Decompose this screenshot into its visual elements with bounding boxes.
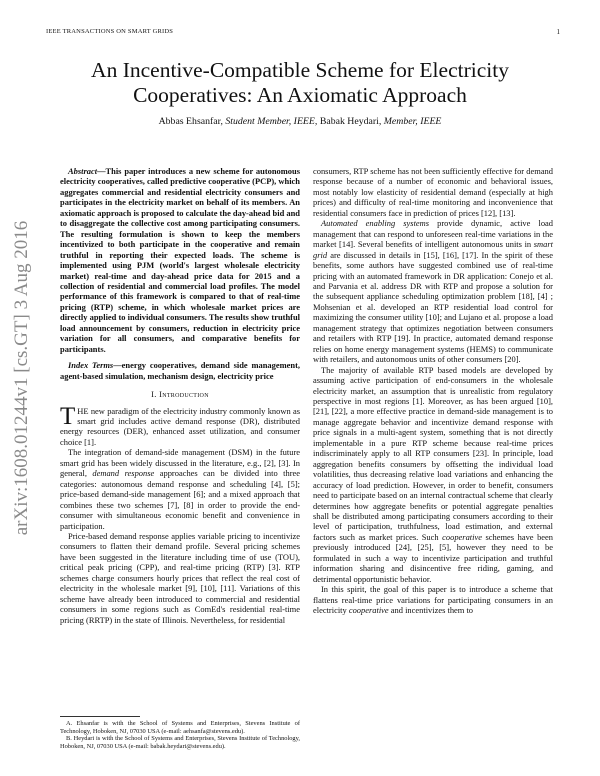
author-2-role: Member, IEEE xyxy=(383,116,442,127)
author-2-name: Babak Heydari, xyxy=(319,116,382,127)
right-paragraph-4 xyxy=(313,584,553,615)
page-number: 1 xyxy=(556,28,560,36)
drop-cap: T xyxy=(60,402,76,430)
right-paragraph-2-em: Automated enabling systems xyxy=(321,218,430,229)
intro-paragraph-2-b: approaches can be divided into three categories: autonomous demand response and scheduling [4], [5]; price-based demand-side management [6]; and a mixed approach that combines these two schemes [7], [8] in order to provide the end-consumer with simultaneous economic benefit and convenience in participation. xyxy=(60,468,300,531)
right-paragraph-3-a: The majority of available RTP based models are developed by assuming active participation of end-consumers in the wholesale electricity market, an assumption that is unrealistic from regulatory perspective in most regions [1]. Moreover, as has been argued [10], [21], [22], a more effective practice in demand-side management is to manage aggregate behavior and incentivize demand response with price signals in a multi-agent system, something that is not directly implementable in a pure RTP scheme because real-time prices indiscriminately apply to all RTP consumers [23]. In principle, load aggregation benefits consumers by offsetting the individual load volatilities, thus decreasing relative load variations and enhancing the accuracy of load prediction. However, in order to benefit, consumers need to participate based on an internal contractual scheme that clearly determines how aggregate benefits or potential aggregate penalties shall be distributed among participating consumers according to their level of participation, truthfulness, load estimation, and external factors such as market prices. Such xyxy=(313,364,553,542)
arxiv-stamp xyxy=(6,188,38,568)
footnote-2: B. Heydari is with the School of Systems and Enterprises, Stevens Institute of Technology, Hoboken, NJ, 07030 USA (e-mail: babak.heydari@stevens.edu). xyxy=(60,735,300,750)
footnotes xyxy=(60,716,300,750)
intro-paragraph-2-em: demand response xyxy=(92,468,155,479)
index-terms-text: —energy cooperatives, demand side management, agent-based simulation, mechanism design, electricity price xyxy=(60,360,300,381)
left-column xyxy=(60,166,300,625)
right-paragraph-2 xyxy=(313,218,553,364)
abstract-text: —This paper introduces a new scheme for autonomous electricity cooperatives, called predictive cooperative (PCP), which aggregates commercial and residential electricity consumers and participates in the electricity market on behalf of its members. An axiomatic approach is proposed to calculate the day-ahead bid and to disaggregate the collective cost among participating consumers. The resulting formulation is shown to keep the members incentivized to both participate in the cooperative and remain truthful in reporting their expected loads. The scheme is implemented using PJM (world's largest wholesale electricity market) real-time and day-ahead price data for 2015 and a collection of residential and commercial load profiles. The model performance of this framework is compared to that of real-time pricing (RTP) scheme, in which wholesale market prices are directly applied to individual consumers. The results show truthful load announcement by consumers, reduction in electricity price variation for all consumers, and comparative benefits for participants. xyxy=(60,166,300,354)
intro-paragraph-1-text: HE new paradigm of the electricity industry commonly known as smart grid includes active demand response (DR), distributed energy resources (DER), enhanced asset utilization, and consumer choice [1]. xyxy=(60,405,300,447)
right-paragraph-3 xyxy=(313,365,553,585)
right-paragraph-4-em: cooperative xyxy=(348,605,389,616)
paper-title xyxy=(40,58,560,108)
section-heading: I. Introduction xyxy=(151,389,209,400)
right-paragraph-4-a: In this spirit, the goal of this paper is to introduce a scheme that flattens real-time price variations for participating consumers in an electricity xyxy=(313,584,553,616)
right-paragraph-3-b: schemes have been previously introduced [24], [25], [5], however they need to be formulated in such a way to incentivize participation and truthful information sharing and disincentive free riding, gaming, and detrimental opportunistic behavior. xyxy=(313,531,553,584)
right-paragraph-2-em2: smart grid xyxy=(313,239,553,260)
author-line xyxy=(40,116,560,127)
right-paragraph-2-b: are discussed in details in [15], [16], [17]. In the spirit of these benefits, some authors have suggested combined use of real-time pricing with an automated framework in DR application: Conejo et al. and Parvania et al. address DR with RTP and propose a solution for the subsequent appliance scheduling optimization problem [18], [4] ; Mohsenian et al. developed an RTP residential load control for maximizing the consumer utility [10]; and Lujano et al. propose a load management strategy that optimizes negotiation between consumers and retailers with RTP [19]. In practice, automated demand response relies on home energy management systems (HEMS) to communicate with retailers, and autonomous units of other consumers [20]. xyxy=(313,249,553,365)
footnote-rule xyxy=(60,716,140,717)
title-line-1: An Incentive-Compatible Scheme for Electricity xyxy=(91,58,509,82)
index-terms-label: Index Terms xyxy=(68,360,114,371)
intro-paragraph-2-a: The integration of demand-side management (DSM) in the future smart grid has been widely discussed in the literature, e.g., [2], [3]. In general, xyxy=(60,447,300,479)
right-paragraph-3-em: cooperative xyxy=(442,531,482,542)
running-head: IEEE TRANSACTIONS ON SMART GRIDS xyxy=(46,28,174,35)
intro-paragraph-2 xyxy=(60,447,300,531)
right-column xyxy=(313,166,553,615)
title-line-2: Cooperatives: An Axiomatic Approach xyxy=(133,83,467,107)
right-paragraph-1: consumers, RTP scheme has not been sufficiently effective for demand response because of a number of economic and behavioral issues, most notably low elasticity of residential demand (especially at high prices) and difficulty of real-time monitoring and inconvenience that residential consumers face in prediction of prices [12], [13]. xyxy=(313,166,553,218)
author-1-name: Abbas Ehsanfar, xyxy=(158,116,223,127)
intro-paragraph-1 xyxy=(60,402,300,448)
arxiv-stamp-text: arXiv:1608.01244v1 [cs.GT] 3 Aug 2016 xyxy=(11,220,32,536)
abstract xyxy=(60,166,300,354)
index-terms xyxy=(60,360,300,381)
intro-paragraph-3: Price-based demand response applies variable pricing to incentivize consumers to flatten their demand profile. Several pricing schemes have been suggested in the literature including time of use (TOU), critical peak pricing (CPP), and real-time pricing (RTP) [3]. RTP schemes charge consumers hourly prices that reflect the real cost of electricity in the wholesale market [9], [10], [11]. Variations of this scheme have already been introduced to commercial and residential consumers in some regions such as ComEd's residential real-time pricing (RRTP) in the state of Illinois. Nevertheless, for residential xyxy=(60,530,300,625)
footnote-1: A. Ehsanfar is with the School of Systems and Enterprises, Stevens Institute of Technology, Hoboken, NJ, 07030 USA (e-mail: aehsanfa@stevens.edu). xyxy=(60,720,300,735)
right-paragraph-2-a: provide dynamic, active load management that can respond to unforeseen real-time variations in the market [14]. Several benefits of intelligent autonomous units in xyxy=(313,218,553,250)
right-paragraph-4-b: and incentivizes them to xyxy=(388,605,474,616)
author-1-role: Student Member, IEEE, xyxy=(225,116,318,127)
abstract-label: Abstract xyxy=(68,166,98,176)
